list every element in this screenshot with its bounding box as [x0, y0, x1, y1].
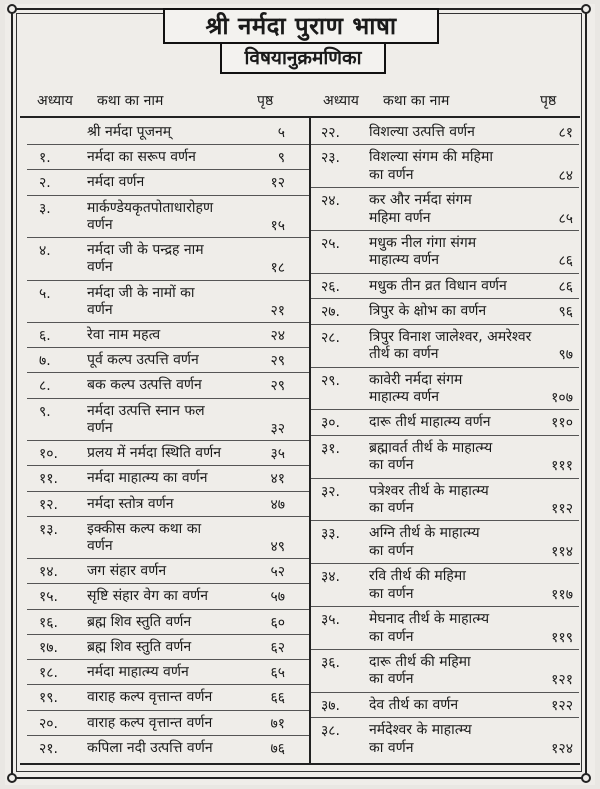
- left-header-chapter: अध्याय: [37, 93, 73, 109]
- chapter-title-line: का वर्णन: [369, 628, 414, 645]
- toc-entry: [321, 521, 581, 564]
- toc-entry: [39, 373, 307, 398]
- chapter-number: ३२.: [321, 483, 341, 500]
- page-number: ४७: [270, 496, 285, 513]
- toc-entry: [39, 517, 307, 559]
- chapter-number: १२.: [39, 496, 59, 513]
- chapter-title-line: वर्णन: [87, 259, 113, 276]
- chapter-title: [87, 285, 195, 319]
- chapter-number: ३३.: [321, 526, 341, 543]
- page-number: ७६: [270, 740, 285, 757]
- toc-entry: [39, 466, 307, 491]
- chapter-title: [87, 149, 196, 166]
- chapter-number: ३८.: [321, 723, 341, 740]
- chapter-title: [369, 697, 458, 714]
- toc-entry: [321, 564, 581, 607]
- chapter-title: [87, 664, 189, 681]
- page-number: १२२: [551, 697, 573, 714]
- chapter-number: १३.: [39, 521, 59, 538]
- chapter-title-line: नर्मदेश्वर के माहात्म्य: [369, 722, 472, 739]
- page-number: १११: [551, 458, 573, 475]
- page-number: ११०: [551, 415, 573, 432]
- chapter-number: २१.: [39, 740, 59, 757]
- toc-entry: [321, 274, 581, 299]
- chapter-title-line: विशल्या संगम की महिमा: [369, 149, 493, 166]
- chapter-title-line: कावेरी नर्मदा संगम: [369, 371, 463, 388]
- chapter-number: ३१.: [321, 440, 341, 457]
- chapter-number: ४.: [39, 243, 51, 260]
- chapter-title-line: ब्रह्म शिव स्तुति वर्णन: [87, 613, 192, 630]
- chapter-title: [369, 124, 475, 141]
- chapter-title-line: दारू तीर्थ की महिमा: [369, 653, 471, 670]
- chapter-number: ९.: [39, 403, 51, 420]
- chapter-title-line: माहात्म्य वर्णन: [369, 388, 440, 405]
- page-number: १०७: [551, 389, 573, 406]
- chapter-title: [87, 403, 205, 437]
- toc-entry: [39, 145, 307, 170]
- page-number: ५: [277, 125, 285, 141]
- chapter-title-line: वाराह कल्प वृत्तान्त वर्णन: [87, 689, 213, 706]
- page-number: २४: [270, 328, 285, 344]
- book-page: [5, 4, 595, 785]
- toc-entry: [39, 635, 307, 660]
- chapter-title: [87, 200, 213, 234]
- chapter-number: ३०.: [321, 415, 341, 432]
- chapter-title-line: का वर्णन: [369, 457, 414, 474]
- chapter-title: [87, 174, 144, 191]
- chapter-number: २३.: [321, 150, 341, 167]
- chapter-number: ३७.: [321, 697, 341, 714]
- bottom-rule: [20, 763, 580, 765]
- chapter-title-line: प्रलय में नर्मदा स्थिति वर्णन: [87, 445, 221, 462]
- chapter-title-line: सृष्टि संहार वेग का वर्णन: [87, 588, 209, 605]
- toc-entry: [321, 120, 581, 145]
- chapter-title-line: ब्रह्मावर्त तीर्थ के माहात्म्य: [369, 439, 493, 456]
- chapter-number: ३.: [39, 200, 51, 217]
- chapter-title-line: मधुक नील गंगा संगम: [369, 235, 477, 252]
- page-number: ८६: [558, 278, 573, 295]
- right-header-chapter: अध्याय: [323, 93, 359, 109]
- toc-entry: [321, 188, 581, 231]
- chapter-title-line: देव तीर्थ का वर्णन: [369, 696, 459, 713]
- chapter-number: १५.: [39, 589, 59, 606]
- toc-entry: [321, 650, 581, 693]
- page-number: १२१: [551, 672, 573, 689]
- chapter-title: [87, 352, 199, 369]
- toc-entry: [321, 693, 581, 718]
- chapter-title: [369, 611, 489, 646]
- corner-ornament: [7, 4, 17, 14]
- chapter-number: ३६.: [321, 654, 341, 671]
- chapter-title-line: त्रिपुर विनाश जालेश्वर, अमरेश्वर: [369, 328, 532, 345]
- chapter-number: १७.: [39, 639, 59, 656]
- chapter-number: १९.: [39, 690, 59, 707]
- chapter-title-line: नर्मदा माहात्म्य का वर्णन: [87, 470, 208, 487]
- chapter-number: १.: [39, 150, 51, 167]
- toc-entry: [39, 441, 307, 466]
- page-number: ८१: [558, 125, 573, 141]
- toc-entry: [321, 607, 581, 650]
- right-header-story: कथा का नाम: [383, 93, 450, 109]
- toc-entry: [321, 325, 581, 368]
- chapter-title-line: वर्णन: [87, 537, 113, 554]
- chapter-title: [369, 192, 472, 227]
- chapter-title-line: ब्रह्म शिव स्तुति वर्णन: [87, 638, 192, 655]
- chapter-title-line: वाराह कल्प वृत्तान्त वर्णन: [87, 714, 213, 731]
- page-number: ५७: [270, 589, 285, 606]
- chapter-number: १८.: [39, 665, 59, 682]
- book-title: श्री नर्मदा पुराण भाषा: [163, 8, 439, 44]
- toc-entry: [39, 281, 307, 323]
- chapter-number: २२.: [321, 125, 341, 141]
- corner-ornament: [581, 773, 591, 783]
- chapter-title: [87, 377, 202, 394]
- page-number: १८: [270, 260, 285, 277]
- right-header-page: पृष्ठ: [540, 93, 557, 109]
- page-number: ११२: [551, 501, 573, 518]
- page-number: ८६: [558, 253, 573, 270]
- chapter-number: २६.: [321, 278, 341, 295]
- chapter-title-line: बक कल्प उत्पत्ति वर्णन: [87, 377, 202, 394]
- toc-entry: [321, 231, 581, 274]
- chapter-title: [369, 722, 472, 757]
- chapter-title-line: मधुक तीन व्रत विधान वर्णन: [369, 277, 507, 294]
- chapter-title-line: का वर्णन: [369, 166, 414, 183]
- chapter-title-line: रेवा नाम महत्व: [87, 327, 161, 343]
- page-number: ११७: [551, 586, 573, 603]
- chapter-title-line: वर्णन: [87, 419, 113, 436]
- chapter-title-line: विशल्या उत्पत्ति वर्णन: [369, 124, 475, 140]
- toc-entry: [321, 479, 581, 522]
- chapter-title-line: कपिला नदी उत्पत्ति वर्णन: [87, 739, 213, 756]
- chapter-title: [87, 689, 212, 706]
- toc-entry: [39, 492, 307, 517]
- chapter-title: [369, 303, 486, 320]
- chapter-number: २०.: [39, 715, 59, 732]
- page-number: ६५: [270, 665, 285, 682]
- chapter-title: [87, 563, 166, 580]
- chapter-number: २५.: [321, 236, 341, 253]
- page-number: ८४: [558, 167, 573, 184]
- chapter-title-line: कर और नर्मदा संगम: [369, 192, 472, 209]
- page-number: ११९: [551, 629, 573, 646]
- page-number: ३२: [270, 420, 285, 437]
- chapter-number: ११.: [39, 471, 59, 488]
- chapter-title-line: का वर्णन: [369, 585, 414, 602]
- page-number: ९७: [558, 347, 573, 364]
- toc-entry: [39, 584, 307, 609]
- chapter-title: [369, 278, 507, 295]
- toc-entry: [39, 170, 307, 195]
- chapter-number: १४.: [39, 564, 59, 581]
- chapter-title-line: मेघनाद तीर्थ के माहात्म्य: [369, 611, 490, 628]
- chapter-title-line: अग्नि तीर्थ के माहात्म्य: [369, 525, 480, 542]
- chapter-title-line: नर्मदा स्तोत्र वर्णन: [87, 495, 174, 512]
- chapter-title-line: वर्णन: [87, 301, 113, 318]
- chapter-title-line: नर्मदा का सरूप वर्णन: [87, 149, 196, 166]
- chapter-number: ५.: [39, 285, 51, 302]
- chapter-number: २४.: [321, 193, 341, 210]
- page-number: ६२: [270, 639, 285, 656]
- toc-entry: [39, 399, 307, 441]
- toc-entry: [321, 436, 581, 479]
- chapter-title: [369, 235, 476, 270]
- chapter-title: [87, 588, 208, 605]
- page-number: ११४: [551, 543, 573, 560]
- chapter-title: [87, 740, 213, 757]
- chapter-title: [87, 614, 191, 631]
- chapter-title: [87, 715, 212, 732]
- chapter-title-line: जग संहार वर्णन: [87, 563, 167, 580]
- chapter-title: [369, 440, 492, 475]
- page-number: ३५: [270, 446, 285, 463]
- chapter-title: [369, 654, 471, 689]
- toc-entry: [39, 660, 307, 685]
- page-number: २९: [270, 378, 285, 395]
- toc-entry: [39, 323, 307, 348]
- chapter-title: [369, 149, 493, 184]
- chapter-title-line: महिमा वर्णन: [369, 209, 431, 226]
- chapter-title: [87, 445, 221, 462]
- chapter-title: [87, 327, 160, 344]
- header-rule: [20, 116, 580, 118]
- toc-entry: [39, 711, 307, 736]
- page-number: २१: [270, 302, 285, 319]
- chapter-title-line: त्रिपुर के क्षोभ का वर्णन: [369, 303, 487, 320]
- chapter-title: [87, 124, 171, 141]
- left-header-story: कथा का नाम: [97, 93, 164, 109]
- toc-entry: [321, 368, 581, 411]
- toc-entry: [39, 196, 307, 238]
- corner-ornament: [581, 4, 591, 14]
- chapter-title: [87, 639, 191, 656]
- toc-entry: [39, 685, 307, 710]
- chapter-number: ३५.: [321, 612, 341, 629]
- chapter-title-line: तीर्थ का वर्णन: [369, 346, 439, 363]
- chapter-title-line: पूर्व कल्प उत्पत्ति वर्णन: [87, 352, 199, 369]
- chapter-title: [87, 496, 174, 513]
- chapter-number: १०.: [39, 446, 59, 463]
- toc-entry: [39, 736, 307, 761]
- corner-ornament: [7, 773, 17, 783]
- chapter-number: ३४.: [321, 569, 341, 586]
- toc-entry: [45, 120, 307, 145]
- toc-entry: [321, 299, 581, 324]
- chapter-title: [87, 242, 204, 276]
- toc-entry: [39, 238, 307, 280]
- chapter-number: ६.: [39, 328, 51, 344]
- chapter-title-line: दारू तीर्थ माहात्म्य वर्णन: [369, 414, 491, 431]
- chapter-title-line: नर्मदा वर्णन: [87, 174, 145, 191]
- page-number: ६०: [270, 614, 285, 631]
- chapter-number: १६.: [39, 614, 59, 631]
- toc-entry: [321, 410, 581, 435]
- chapter-title-line: माहात्म्य वर्णन: [369, 252, 440, 269]
- toc-entry: [39, 348, 307, 373]
- chapter-title-line: नर्मदा जी के पन्द्रह नाम: [87, 242, 204, 259]
- chapter-number: ८.: [39, 378, 51, 395]
- chapter-title-line: नर्मदा उत्पत्ति स्नान फल: [87, 402, 205, 419]
- page-number: ९६: [558, 304, 573, 321]
- chapter-title: [87, 470, 208, 487]
- chapter-number: २.: [39, 175, 51, 192]
- chapter-title: [369, 414, 490, 431]
- chapter-title-line: मार्कण्डेयकृतपोताधारोहण: [87, 199, 214, 216]
- page-number: १५: [270, 217, 285, 234]
- chapter-title: [369, 372, 462, 407]
- toc-entry: [39, 559, 307, 584]
- toc-entry: [321, 718, 581, 761]
- chapter-title-line: रवि तीर्थ की महिमा: [369, 568, 466, 585]
- chapter-title-line: का वर्णन: [369, 739, 414, 756]
- chapter-title-line: का वर्णन: [369, 671, 414, 688]
- toc-entry: [39, 610, 307, 635]
- page-number: ५२: [270, 564, 285, 581]
- chapter-title-line: नर्मदा माहात्म्य वर्णन: [87, 664, 189, 681]
- chapter-title: [87, 521, 201, 555]
- chapter-title-line: वर्णन: [87, 216, 113, 233]
- toc-entry: [321, 145, 581, 188]
- chapter-title-line: इक्कीस कल्प कथा का: [87, 520, 202, 537]
- chapter-title: [369, 525, 480, 560]
- page-number: १२४: [551, 740, 573, 757]
- chapter-title: [369, 329, 531, 364]
- chapter-title-line: श्री नर्मदा पूजनम्: [87, 124, 172, 140]
- index-subtitle: विषयानुक्रमणिका: [220, 44, 386, 74]
- chapter-number: २८.: [321, 329, 341, 346]
- chapter-title-line: का वर्णन: [369, 542, 414, 559]
- chapter-title: [369, 483, 489, 518]
- page-number: ४९: [270, 538, 285, 555]
- page-number: ६६: [270, 690, 285, 707]
- page-number: ९: [277, 150, 285, 167]
- chapter-number: २९.: [321, 372, 341, 389]
- chapter-title-line: का वर्णन: [369, 500, 414, 517]
- page-number: २९: [270, 353, 285, 370]
- page-number: ४१: [270, 471, 285, 488]
- chapter-title-line: पत्रेश्वर तीर्थ के माहात्म्य: [369, 482, 489, 499]
- column-divider: [309, 116, 311, 764]
- chapter-number: २७.: [321, 304, 341, 321]
- chapter-number: ७.: [39, 353, 51, 370]
- chapter-title: [369, 568, 466, 603]
- page-number: १२: [270, 175, 285, 192]
- page-number: ७१: [270, 715, 285, 732]
- page-number: ८५: [558, 210, 573, 227]
- chapter-title-line: नर्मदा जी के नामों का: [87, 284, 195, 301]
- left-header-page: पृष्ठ: [257, 93, 274, 109]
